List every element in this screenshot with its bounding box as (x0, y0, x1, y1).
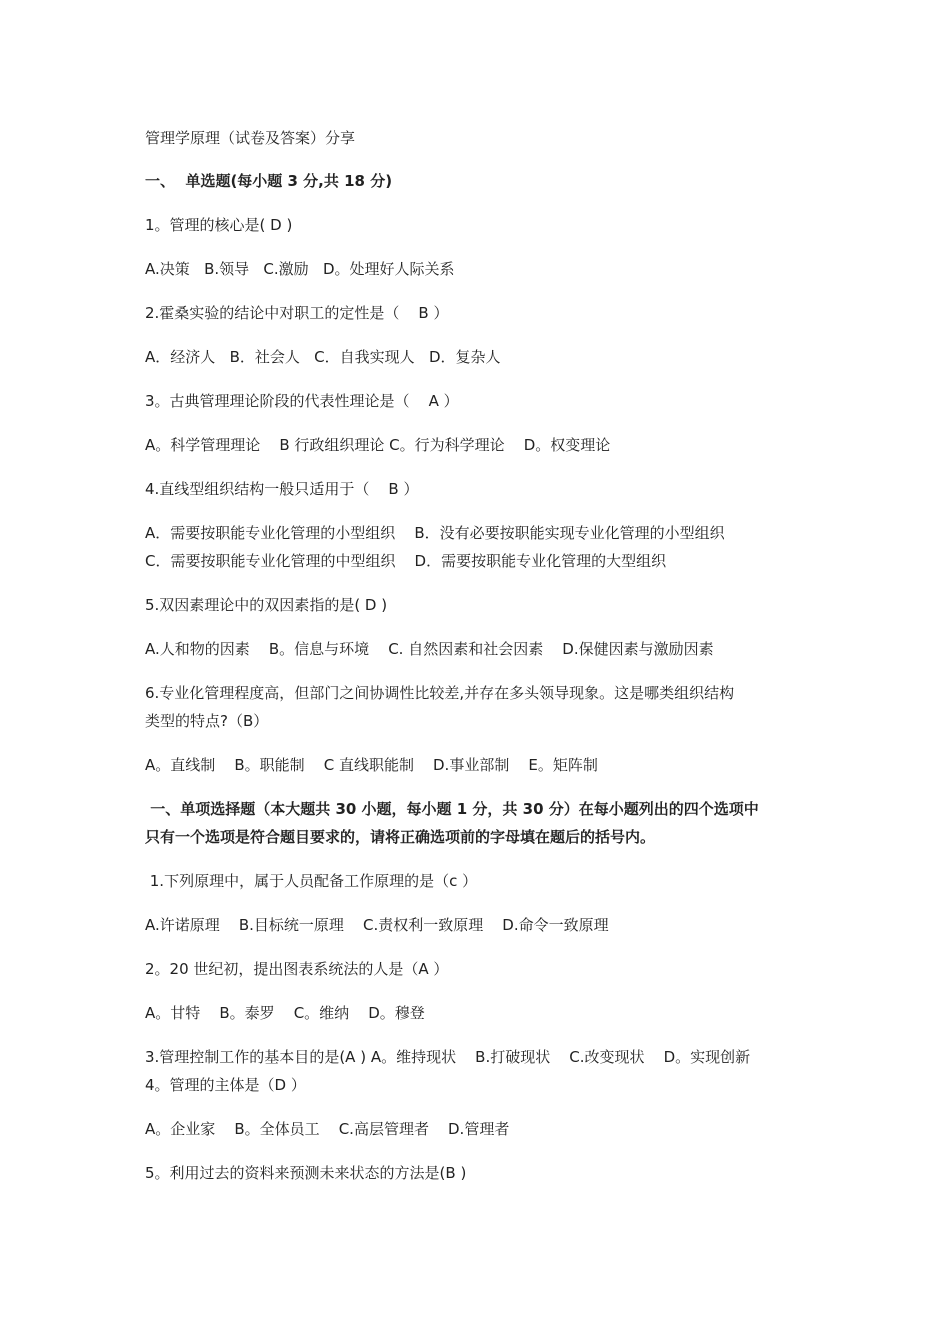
question-text: 5.双因素理论中的双因素指的是( D ) (145, 596, 388, 614)
section-heading: 一、 单选题(每小题 3 分,共 18 分) (145, 172, 393, 190)
section-heading: 一、单项选择题（本大题共 30 小题，每小题 1 分，共 30 分）在每小题列出的四个选项中 (145, 800, 759, 818)
question-options: A。企业家 B。全体员工 C.高层管理者 D.管理者 (145, 1120, 510, 1138)
question-text: 1.下列原理中，属于人员配备工作原理的是（c ） (145, 872, 478, 890)
question-text: 类型的特点?（B） (145, 712, 269, 730)
question-text: 2。20 世纪初，提出图表系统法的人是（A ） (145, 960, 449, 978)
question-text: 5。利用过去的资料来预测未来状态的方法是(B ) (145, 1164, 467, 1182)
section-heading: 只有一个选项是符合题目要求的，请将正确选项前的字母填在题后的括号内。 (145, 828, 656, 846)
question-text: 6.专业化管理程度高，但部门之间协调性比较差,并存在多头领导现象。这是哪类组织结构 (145, 684, 735, 702)
question-options: A。甘特 B。泰罗 C。维纳 D。穆登 (145, 1004, 425, 1022)
question-options: A。科学管理理论 B 行政组织理论 C。行为科学理论 D。权变理论 (145, 436, 611, 454)
question-text: 4.直线型组织结构一般只适用于（ B ） (145, 480, 419, 498)
question-options: A．需要按职能专业化管理的小型组织 B．没有必要按职能实现专业化管理的小型组织 (145, 524, 725, 542)
question-options: A。直线制 B。职能制 C 直线职能制 D.事业部制 E。矩阵制 (145, 756, 598, 774)
question-text: 1。管理的核心是( D ) (145, 216, 293, 234)
question-text: 3.管理控制工作的基本目的是(A ) A。维持现状 B.打破现状 C.改变现状 D。实现创新 (145, 1048, 751, 1066)
question-options: A.人和物的因素 B。信息与环境 C. 自然因素和社会因素 D.保健因素与激励因素 (145, 640, 714, 658)
question-options: A.决策 B.领导 C.激励 D。处理好人际关系 (145, 260, 455, 278)
question-text: 2.霍桑实验的结论中对职工的定性是（ B ） (145, 304, 449, 322)
question-options: A．经济人 B．社会人 C．自我实现人 D．复杂人 (145, 348, 501, 366)
question-options: C．需要按职能专业化管理的中型组织 D．需要按职能专业化管理的大型组织 (145, 552, 667, 570)
question-text: 3。古典管理理论阶段的代表性理论是（ A ） (145, 392, 459, 410)
question-text: 4。管理的主体是（D ） (145, 1076, 306, 1094)
document-title: 管理学原理（试卷及答案）分享 (145, 129, 356, 147)
question-options: A.许诺原理 B.目标统一原理 C.责权利一致原理 D.命令一致原理 (145, 916, 609, 934)
